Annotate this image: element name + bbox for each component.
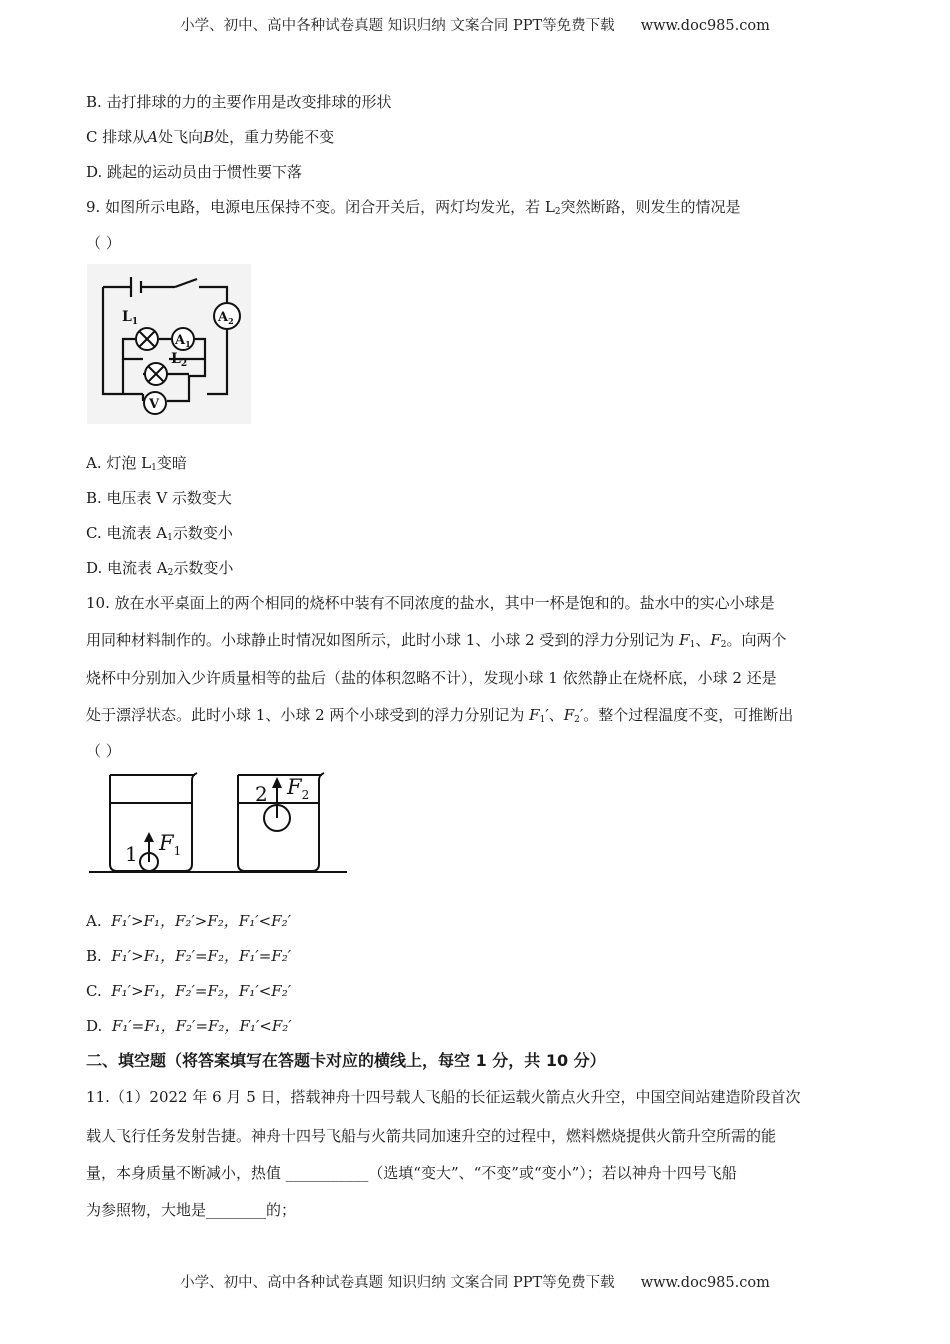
q9-stem-sub: 2 bbox=[554, 207, 561, 217]
f2-label: F bbox=[287, 775, 302, 799]
label-l2-sub: 2 bbox=[180, 359, 188, 369]
ball-1-label: 1 bbox=[125, 842, 138, 866]
q8-option-c bbox=[86, 126, 334, 147]
q10-line-4 bbox=[86, 704, 793, 725]
q10-line-4-pre: 处于漂浮状态。此时小球 1、小球 2 两个小球受到的浮力分别记为 bbox=[86, 706, 530, 724]
q10-line-4-f2: F bbox=[563, 706, 575, 724]
q9-stem bbox=[86, 196, 741, 217]
footer-site: www.doc985.com bbox=[640, 1275, 770, 1291]
f1-sub: 1 bbox=[173, 844, 182, 858]
q8-option-c-pre: C 排球从 bbox=[86, 128, 148, 146]
q9-option-a-post: 变暗 bbox=[156, 454, 187, 472]
q8-option-c-b: B bbox=[203, 128, 215, 146]
header-site: www.doc985.com bbox=[640, 18, 770, 34]
q9-option-c-pre: C. 电流表 A bbox=[86, 524, 168, 542]
q10-option-d bbox=[86, 1015, 292, 1036]
header-text: 小学、初中、高中各种试卷真题 知识归纳 文案合同 PPT等免费下载 bbox=[180, 18, 615, 34]
q10-line-4-s2: 2 bbox=[574, 715, 580, 725]
q9-option-d-post: 示数变小 bbox=[173, 559, 234, 577]
q10-option-a-label: A. bbox=[86, 912, 102, 930]
ball-2-label: 2 bbox=[255, 782, 268, 806]
q8-option-d: D. 跳起的运动员由于惯性要下落 bbox=[86, 163, 303, 181]
q9-option-a-sub: 1 bbox=[151, 463, 157, 473]
q9-option-a-pre: A. 灯泡 L bbox=[86, 454, 152, 472]
q9-stem-post: 突然断路，则发生的情况是 bbox=[560, 198, 741, 216]
q10-option-b bbox=[86, 945, 291, 966]
q10-option-a bbox=[86, 910, 291, 931]
section-2-title: 二、填空题（将答案填写在答题卡对应的横线上，每空 1 分，共 10 分） bbox=[86, 1051, 606, 1070]
q11-line-4: 为参照物，大地是________的； bbox=[86, 1201, 297, 1219]
q10-line-2-f1: F bbox=[679, 631, 690, 649]
label-a2-sub: 2 bbox=[228, 316, 234, 326]
q10-beakers-figure bbox=[87, 770, 349, 876]
q10-line-4-s1: 1 bbox=[539, 715, 546, 725]
label-a2: A bbox=[218, 310, 229, 325]
q11-line-2: 载人飞行任务发射告捷。神舟十四号飞船与火箭共同加速升空的过程中，燃料燃烧提供火箭升空所需的能 bbox=[86, 1127, 777, 1145]
q10-line-2-pre: 用同种材料制作的。小球静止时情况如图所示，此时小球 1、小球 2 受到的浮力分别记为 bbox=[86, 631, 680, 649]
label-l1: L bbox=[122, 309, 132, 325]
q8-option-c-post: 处，重力势能不变 bbox=[214, 128, 335, 146]
q9-stem-pre: 9. 如图所示电路，电源电压保持不变。闭合开关后，两灯均发光，若 L bbox=[86, 198, 555, 216]
q10-option-c-text: F₁′>F₁，F₂′=F₂，F₁′<F₂′ bbox=[111, 982, 292, 1000]
q9-option-d-pre: D. 电流表 A bbox=[86, 559, 168, 577]
f1-label: F bbox=[159, 831, 174, 855]
svg-text:F1 bbox=[158, 831, 181, 858]
page-footer bbox=[0, 1271, 950, 1292]
q10-line-4-post: ′。整个过程温度不变，可推断出 bbox=[579, 706, 794, 724]
q10-option-b-text: F₁′>F₁，F₂′=F₂，F₁′=F₂′ bbox=[111, 947, 292, 965]
q9-option-a bbox=[86, 452, 187, 473]
q9-option-d bbox=[86, 557, 233, 578]
q10-paren: （ ） bbox=[86, 742, 121, 760]
q10-option-b-label: B. bbox=[86, 947, 102, 965]
q10-option-a-text: F₁′>F₁，F₂′>F₂，F₁′<F₂′ bbox=[111, 912, 292, 930]
q10-line-1: 10. 放在水平桌面上的两个相同的烧杯中装有不同浓度的盐水，其中一杯是饱和的。盐水中的实心小球是 bbox=[86, 594, 775, 612]
q10-line-2-s1: 1 bbox=[689, 640, 696, 650]
lamp-l1 bbox=[136, 328, 158, 350]
q10-line-2-sep: 、 bbox=[695, 631, 711, 649]
f2-sub: 2 bbox=[301, 788, 310, 802]
label-a1: A bbox=[175, 333, 186, 348]
q9-option-c bbox=[86, 522, 233, 543]
q8-option-c-a: A bbox=[147, 128, 159, 146]
q9-option-c-sub: 1 bbox=[167, 533, 173, 543]
label-l1-sub: 1 bbox=[131, 317, 139, 327]
q10-line-2-s2: 2 bbox=[720, 640, 727, 650]
q8-option-c-mid: 处飞向 bbox=[158, 128, 204, 146]
label-a1-sub: 1 bbox=[185, 339, 191, 349]
q10-line-4-f1: F bbox=[529, 706, 540, 724]
q9-option-d-sub: 2 bbox=[167, 568, 174, 578]
q10-option-d-label: D. bbox=[86, 1017, 103, 1035]
q11-line-1: 11.（1）2022 年 6 月 5 日，搭载神舟十四号载人飞船的长征运载火箭点火升空，中国空间站建造阶段首次 bbox=[86, 1088, 801, 1106]
q10-option-c bbox=[86, 980, 291, 1001]
q10-line-2-post: 。向两个 bbox=[726, 631, 787, 649]
q10-option-d-text: F₁′=F₁，F₂′=F₂，F₁′<F₂′ bbox=[111, 1017, 292, 1035]
q10-line-2 bbox=[86, 629, 787, 650]
svg-text:F2 bbox=[286, 775, 309, 802]
label-v: V bbox=[149, 397, 160, 412]
lamp-l2 bbox=[145, 363, 167, 385]
q10-option-c-label: C. bbox=[86, 982, 102, 1000]
q9-paren: （ ） bbox=[86, 234, 121, 252]
page-header bbox=[0, 14, 950, 35]
q9-circuit-figure bbox=[87, 264, 251, 424]
footer-text: 小学、初中、高中各种试卷真题 知识归纳 文案合同 PPT等免费下载 bbox=[180, 1275, 615, 1291]
label-l2: L bbox=[171, 351, 181, 367]
q10-line-4-p1: ′、 bbox=[545, 706, 564, 724]
q8-option-b: B. 击打排球的力的主要作用是改变排球的形状 bbox=[86, 93, 392, 111]
q11-line-3: 量，本身质量不断减小，热值 ___________（选填“变大”、“不变”或“变小”）；若以神舟十四号飞船 bbox=[86, 1164, 737, 1182]
q9-option-c-post: 示数变小 bbox=[172, 524, 233, 542]
q10-line-2-f2: F bbox=[710, 631, 721, 649]
q9-option-b: B. 电压表 V 示数变大 bbox=[86, 489, 232, 507]
q10-line-3: 烧杯中分别加入少许质量相等的盐后（盐的体积忽略不计），发现小球 1 依然静止在烧杯底，小球 2 还是 bbox=[86, 669, 777, 687]
